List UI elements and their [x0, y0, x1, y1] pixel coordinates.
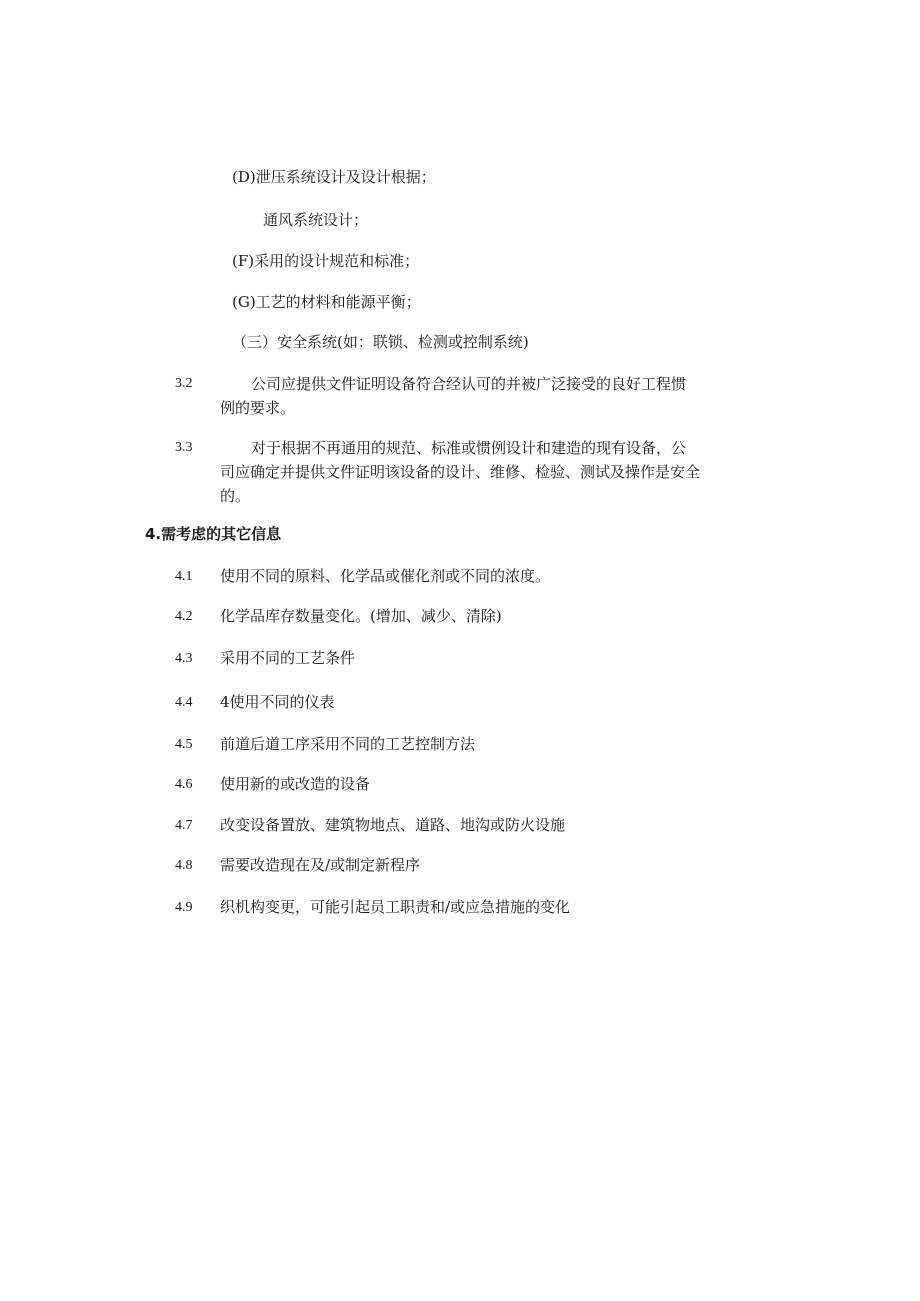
paragraph-3-3-line-2: 司应确定并提供文件证明该设备的设计、维修、检验、测试及操作是安全	[220, 463, 701, 481]
item-number-4-1: 4.1	[175, 569, 193, 584]
item-text-4-3: 采用不同的工艺条件	[220, 649, 356, 667]
item-text-4-1: 使用不同的原料、化学品或催化剂或不同的浓度。	[220, 567, 551, 585]
item-number-4-7: 4.7	[175, 818, 193, 833]
section-heading-4: 4.需考虑的其它信息	[145, 525, 282, 543]
item-text-4-9: 织机构变更，可能引起员工职责和/或应急措施的变化	[220, 898, 571, 916]
item-text-4-5: 前道后道工序采用不同的工艺控制方法	[220, 735, 476, 753]
list-item-e: 通风系统设计；	[263, 211, 369, 229]
item-text-4-6: 使用新的或改造的设备	[220, 775, 371, 793]
item-number-4-8: 4.8	[175, 858, 193, 873]
item-number-4-9: 4.9	[175, 900, 193, 915]
item-number-4-6: 4.6	[175, 777, 193, 792]
item-number-4-2: 4.2	[175, 609, 193, 624]
paragraph-3-3-line-3: 的。	[220, 487, 251, 505]
paragraph-3-3	[220, 436, 700, 508]
paragraph-3-2-line-2: 例的要求。	[220, 399, 296, 417]
item-number-4-5: 4.5	[175, 737, 193, 752]
list-item-f: (F)采用的设计规范和标准；	[232, 252, 420, 270]
item-text-4-4: 4使用不同的仪表	[220, 693, 335, 711]
item-text-4-2: 化学品库存数量变化。(增加、减少、清除)	[220, 607, 502, 625]
list-item-safety-system: （三）安全系统(如：联锁、检测或控制系统)	[232, 333, 529, 351]
paragraph-3-2	[220, 372, 686, 420]
paragraph-3-2-line-1: 公司应提供文件证明设备符合经认可的并被广泛接受的良好工程惯	[251, 375, 687, 393]
list-item-d: (D)泄压系统设计及设计根据；	[232, 168, 436, 186]
item-number-4-4: 4.4	[175, 695, 193, 710]
item-text-4-8: 需要改造现在及/或制定新程序	[220, 856, 421, 874]
item-number-4-3: 4.3	[175, 651, 193, 666]
item-text-4-7: 改变设备置放、建筑物地点、道路、地沟或防火设施	[220, 816, 566, 834]
paragraph-number-3-2: 3.2	[175, 376, 193, 391]
paragraph-number-3-3: 3.3	[175, 440, 193, 455]
paragraph-3-3-line-1: 对于根据不再通用的规范、标准或惯例设计和建造的现有设备，公	[251, 439, 687, 457]
list-item-g: (G)工艺的材料和能源平衡；	[232, 293, 421, 311]
